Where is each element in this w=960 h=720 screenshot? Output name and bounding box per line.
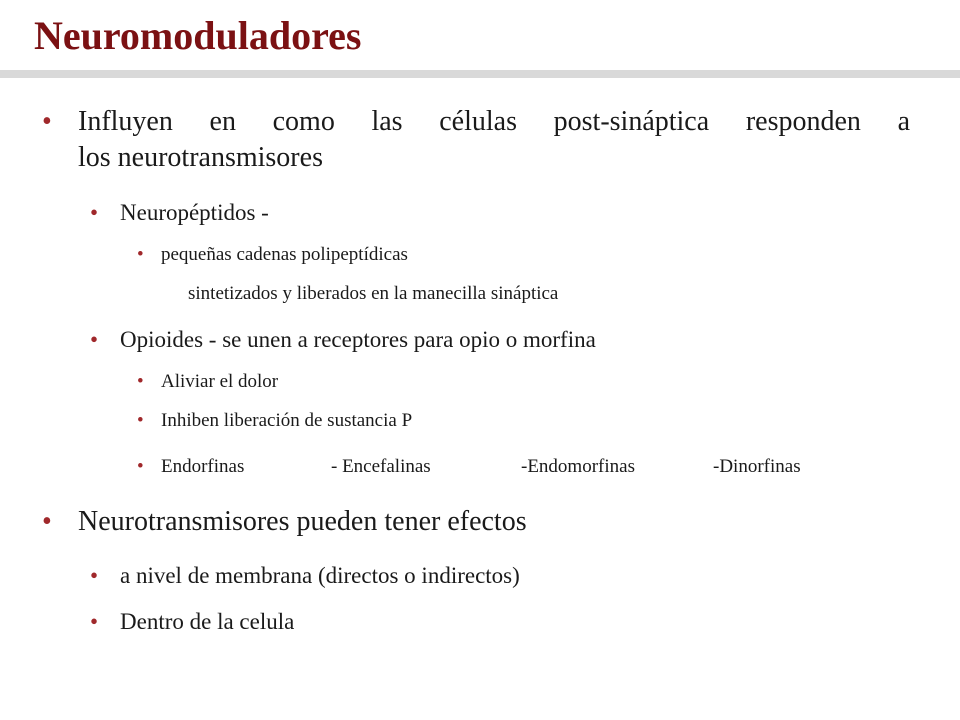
- bullet-influyen-line1: Influyen en como las células post-sináptica responden a: [78, 106, 910, 137]
- bullet-opioides: Opioides - se unen a receptores para opio o morfina: [120, 327, 596, 352]
- bullet-marker: •: [90, 200, 99, 225]
- bullet-marker: •: [137, 371, 144, 392]
- endomorfinas: -Endomorfinas: [521, 456, 635, 477]
- slide-title: Neuromoduladores: [34, 13, 362, 58]
- bullet-marker: •: [90, 563, 99, 588]
- bullet-neurotransmisores: Neurotransmisores pueden tener efectos: [78, 506, 527, 537]
- title-divider: [0, 70, 960, 78]
- bullet-marker: •: [90, 327, 99, 352]
- bullet-celula: Dentro de la celula: [120, 609, 295, 634]
- bullet-marker: •: [137, 456, 144, 477]
- bullet-marker: •: [42, 506, 52, 537]
- dinorfinas: -Dinorfinas: [713, 456, 801, 477]
- bullet-marker: •: [137, 410, 144, 431]
- bullet-neuropeptidos: Neuropéptidos -: [120, 200, 269, 225]
- bullet-sintetizados: sintetizados y liberados en la manecilla sináptica: [188, 283, 559, 304]
- endorfinas: Endorfinas: [161, 456, 245, 477]
- bullet-aliviar: Aliviar el dolor: [161, 371, 279, 392]
- encefalinas: - Encefalinas: [331, 456, 431, 477]
- bullet-marker: •: [42, 106, 52, 137]
- bullet-membrana: a nivel de membrana (directos o indirectos): [120, 563, 520, 588]
- bullet-inhiben: Inhiben liberación de sustancia P: [161, 410, 413, 431]
- bullet-influyen-line2: los neurotransmisores: [78, 142, 323, 173]
- bullet-marker: •: [137, 244, 144, 265]
- bullet-influyen: [78, 104, 910, 176]
- bullet-marker: •: [90, 609, 99, 634]
- bullet-cadenas: pequeñas cadenas polipeptídicas: [161, 244, 408, 265]
